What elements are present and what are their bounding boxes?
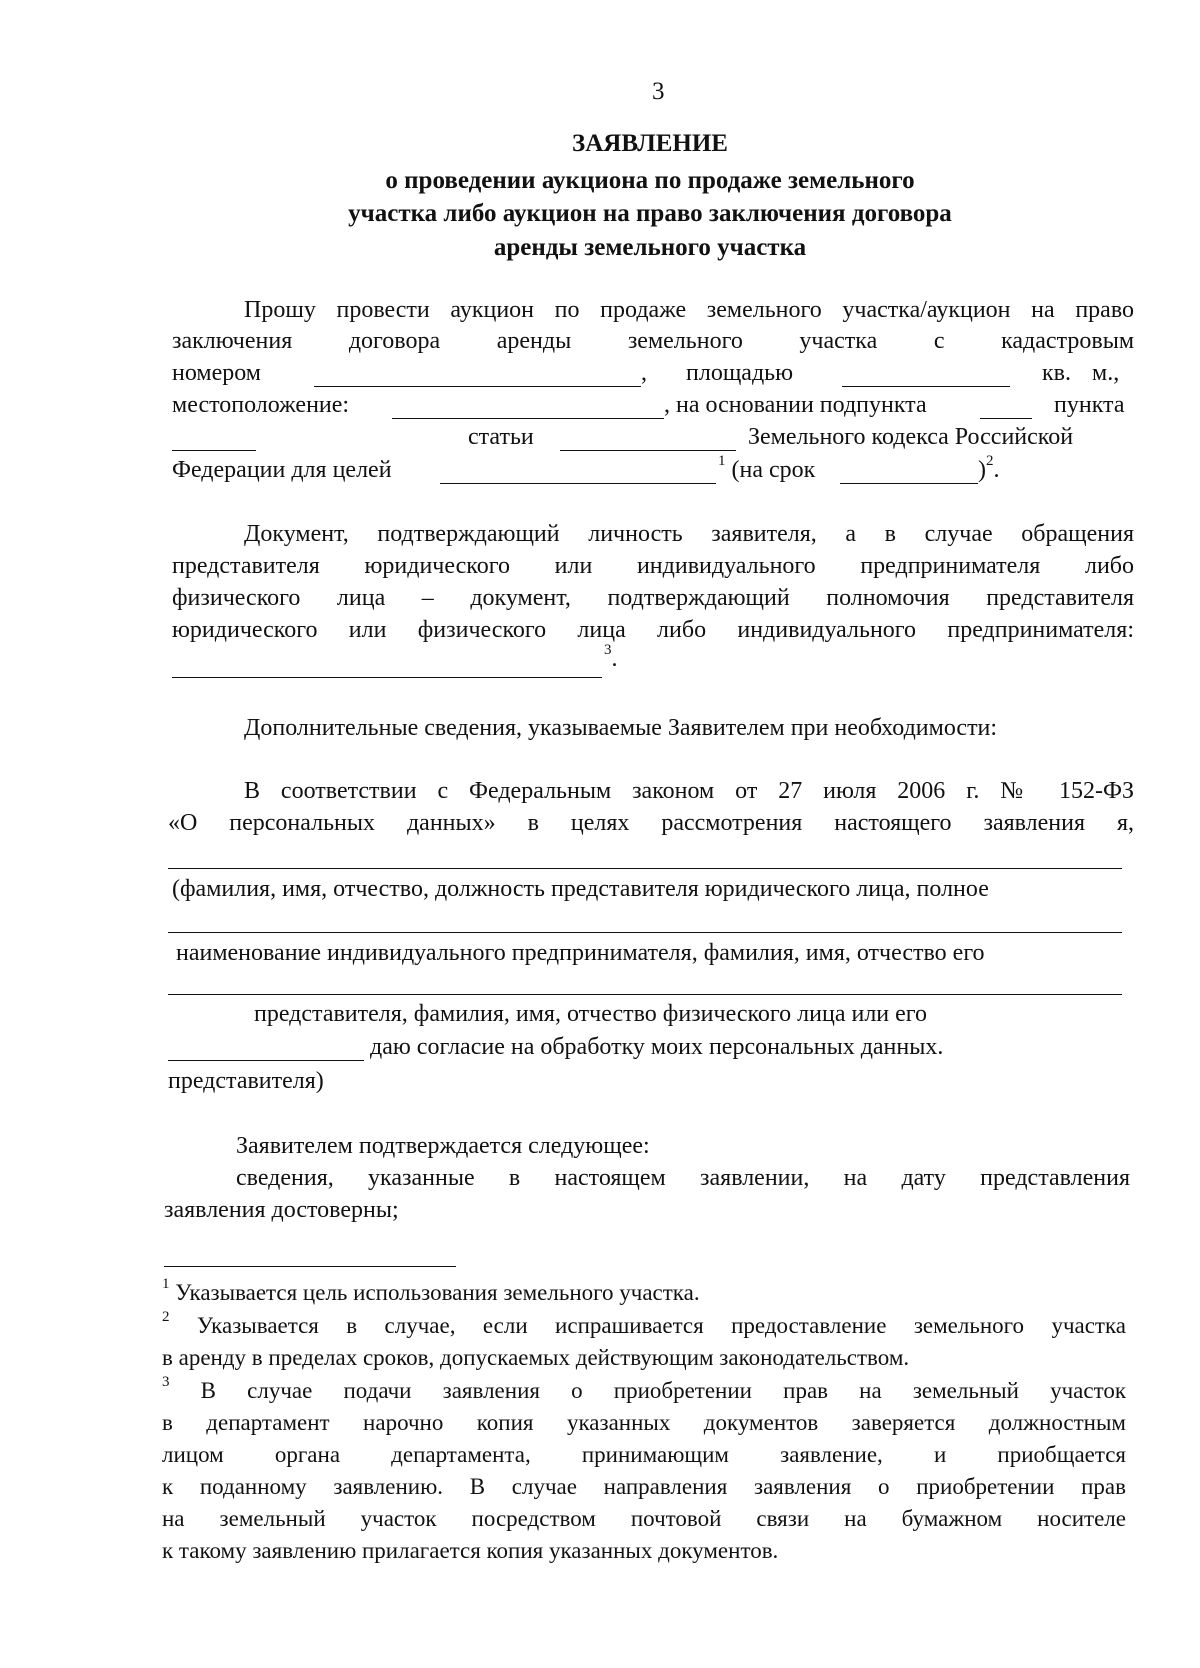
text-line: юридического или физического лица либо индивидуального предпринимателя: xyxy=(172,617,1134,643)
footnote-line: в аренду в пределах сроков, допускаемых действующим законодательством. xyxy=(162,1345,910,1370)
word: с xyxy=(933,328,945,354)
label: . xyxy=(993,457,1000,483)
label: (на срок xyxy=(731,457,816,483)
fill-line[interactable] xyxy=(168,868,1122,869)
footnote-number: 1 xyxy=(162,1276,170,1292)
text-fragment: Федерации для целей xyxy=(172,457,392,483)
term-field[interactable] xyxy=(840,463,978,484)
text-line: Прошу провести аукцион по продаже земельного участка/аукцион на право xyxy=(244,297,1134,323)
footnote-number: 3 xyxy=(162,1374,170,1390)
footnote-ref: 3 xyxy=(604,642,612,658)
field-hint: представителя) xyxy=(168,1068,324,1094)
footnote-2 xyxy=(162,1309,1127,1339)
text-fragment xyxy=(604,642,618,673)
field-hint: представителя, фамилия, имя, отчество физического лица или его xyxy=(254,1001,928,1027)
text-fragment: , xyxy=(641,360,647,386)
text-line xyxy=(172,360,261,387)
word: участка xyxy=(799,328,878,354)
article-field[interactable] xyxy=(560,430,736,451)
footnote-line: лицом органа департамента, принимающим заявление, и приобщается xyxy=(162,1442,1126,1467)
text-line: «О персональных данных» в целях рассмотрения настоящего заявления я, xyxy=(168,810,1134,836)
text-line xyxy=(172,328,1134,355)
text-line: Заявителем подтверждается следующее: xyxy=(236,1133,650,1159)
field-hint: наименование индивидуального предпринимателя, фамилия, имя, отчество его xyxy=(176,940,985,966)
text-fragment: м., xyxy=(1092,360,1120,386)
signature-field[interactable] xyxy=(168,1040,364,1061)
footnote-1 xyxy=(162,1276,700,1306)
text-fragment xyxy=(718,453,816,484)
consent-text: даю согласие на обработку моих персональных данных. xyxy=(370,1034,944,1060)
text-fragment: пункта xyxy=(1054,392,1125,418)
purpose-field[interactable] xyxy=(440,463,716,484)
text-line: В соответствии с Федеральным законом от 27 июля 2006 г. № 152-ФЗ xyxy=(244,778,1134,804)
footnote-text: Указывается цель использования земельного участка. xyxy=(175,1280,700,1305)
footnote-ref: 1 xyxy=(718,453,726,469)
text-line: Документ, подтверждающий личность заявителя, а в случае обращения xyxy=(244,521,1134,547)
footnote-number: 2 xyxy=(162,1309,170,1325)
text-fragment: Земельного кодекса Российской xyxy=(748,424,1074,450)
subtitle-line: аренды земельного участка xyxy=(493,234,807,261)
page-number: 3 xyxy=(652,78,665,105)
footnote-line: в департамент нарочно копия указанных документов заверяется должностным xyxy=(162,1410,1126,1435)
word: земельного xyxy=(627,328,743,354)
footnote-separator xyxy=(164,1266,456,1267)
footnote-text: Указывается в случае, если испрашивается предоставление земельного участка xyxy=(196,1313,1127,1338)
text-line: заявления достоверны; xyxy=(164,1197,399,1223)
label: номером xyxy=(172,360,261,386)
text-fragment: статьи xyxy=(468,424,534,450)
label: . xyxy=(611,646,618,672)
text-line: физического лица – документ, подтверждающий полномочия представителя xyxy=(172,585,1134,611)
text-line: сведения, указанные в настоящем заявлении, на дату представления xyxy=(236,1165,1130,1191)
text-fragment: местоположение: xyxy=(172,392,350,418)
footnote-ref: 2 xyxy=(986,453,994,469)
fill-line[interactable] xyxy=(168,994,1122,995)
word: договора xyxy=(348,328,441,354)
field-hint: (фамилия, имя, отчество, должность представителя юридического лица, полное xyxy=(172,876,989,902)
subtitle-line: о проведении аукциона по продаже земельного xyxy=(385,167,915,194)
text-fragment xyxy=(978,453,1000,484)
text-line: представителя юридического или индивидуального предпринимателя либо xyxy=(172,553,1134,579)
footnote-text: В случае подачи заявления о приобретении прав на земельный участок xyxy=(200,1378,1126,1403)
subclause-field[interactable] xyxy=(980,398,1032,419)
identity-document-field[interactable] xyxy=(172,657,602,678)
fill-line[interactable] xyxy=(168,932,1122,933)
location-field[interactable] xyxy=(392,398,664,419)
text-fragment: площадью xyxy=(686,360,794,386)
word: кадастровым xyxy=(1001,328,1134,354)
text-fragment: кв. xyxy=(1042,360,1071,386)
clause-field[interactable] xyxy=(172,430,256,451)
text-fragment: , на основании подпункта xyxy=(664,392,927,418)
footnote-3 xyxy=(162,1374,1126,1404)
subtitle-line: участка либо аукцион на право заключения договора xyxy=(348,200,952,227)
footnote-line: на земельный участок посредством почтовой связи на бумажном носителе xyxy=(162,1506,1126,1531)
text-line: Дополнительные сведения, указываемые Заявителем при необходимости: xyxy=(244,715,998,741)
word: аренды xyxy=(496,328,572,354)
area-field[interactable] xyxy=(842,366,1010,387)
footnote-line: к такому заявлению прилагается копия указанных документов. xyxy=(162,1538,779,1563)
cadastral-number-field[interactable] xyxy=(314,366,641,387)
document-title: ЗАЯВЛЕНИЕ xyxy=(572,130,728,157)
footnote-line: к поданному заявлению. В случае направления заявления о приобретении прав xyxy=(162,1474,1126,1499)
label: ) xyxy=(978,457,986,483)
word: заключения xyxy=(172,328,293,354)
